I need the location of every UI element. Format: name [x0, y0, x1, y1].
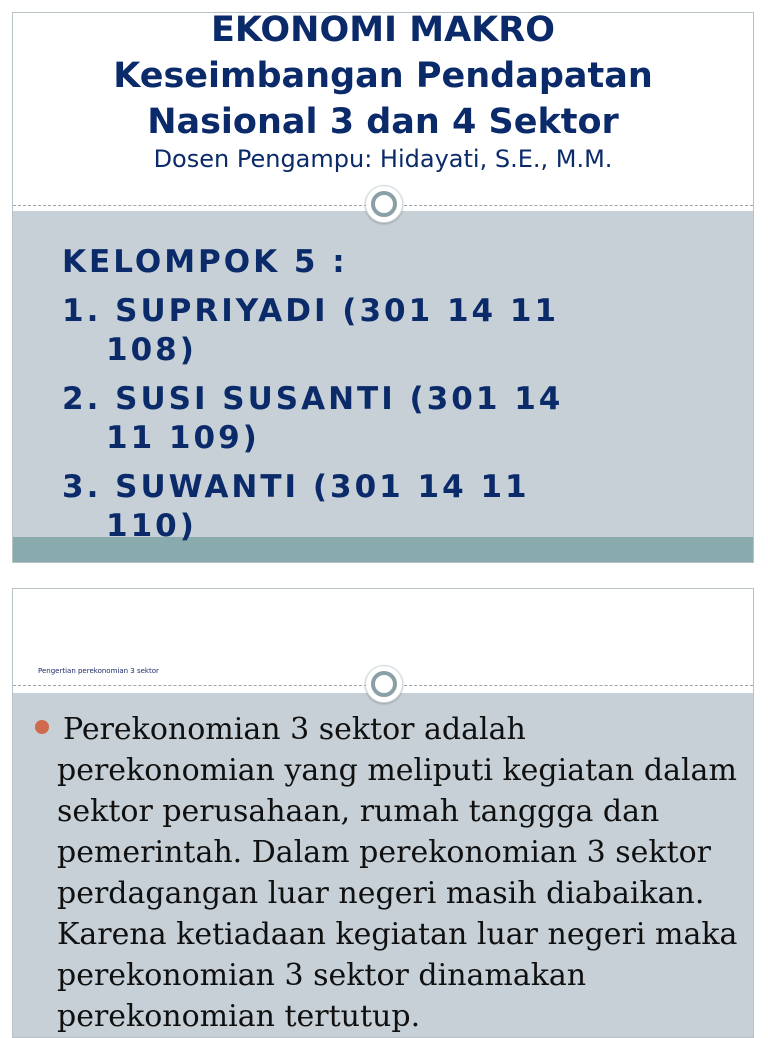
member-line: 2. SUSI SUSANTI (301 14: [62, 381, 564, 417]
ring-ornament-icon: [365, 185, 403, 223]
paragraph-line: perdagangan luar negeri masih diabaikan.: [57, 876, 705, 911]
paragraph-line: perekonomian tertutup.: [57, 999, 421, 1034]
slide-2: [12, 588, 754, 1038]
member-line: 11 109): [106, 420, 260, 456]
paragraph-line: sektor perusahaan, rumah tanggga dan: [57, 794, 660, 829]
group-member-list: [62, 243, 622, 546]
member-line: 110): [106, 508, 197, 544]
title-line: Nasional 3 dan 4 Sektor: [147, 102, 619, 142]
slide-1-title-area: [13, 13, 753, 205]
paragraph-line: Karena ketiadaan kegiatan luar negeri maka: [57, 917, 738, 952]
bullet-dot-icon: [35, 720, 49, 734]
member-line: 108): [106, 332, 197, 368]
member-line: 3. SUWANTI (301 14 11: [62, 469, 530, 505]
paragraph-line: Perekonomian 3 sektor adalah: [63, 712, 526, 747]
member-line: 1. SUPRIYADI (301 14 11: [62, 293, 560, 329]
title-line: EKONOMI MAKRO: [210, 12, 556, 50]
bullet-paragraph: [57, 709, 747, 1037]
slide-1-subtitle: Dosen Pengampu: Hidayati, S.E., M.M.: [153, 145, 613, 173]
ring-ornament-icon: [365, 665, 403, 703]
paragraph-line: perekonomian yang meliputi kegiatan dalam: [57, 753, 737, 788]
paragraph-line: perekonomian 3 sektor dinamakan: [57, 958, 587, 993]
slide-2-title: Pengertian perekonomian 3 sektor: [38, 667, 159, 675]
title-line: Keseimbangan Pendapatan: [113, 56, 653, 96]
slide-1-title: [13, 12, 753, 145]
paragraph-line: pemerintah. Dalam perekonomian 3 sektor: [57, 835, 712, 870]
slide-1: [12, 12, 754, 563]
group-heading: KELOMPOK 5 :: [62, 244, 348, 280]
